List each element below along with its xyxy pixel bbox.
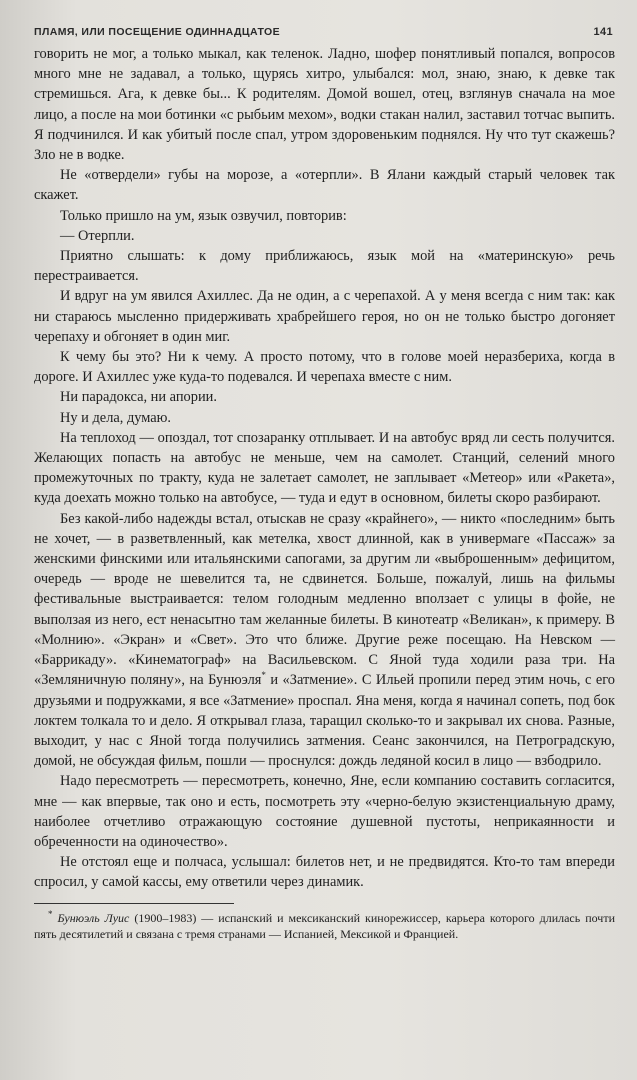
paragraph: Не «отвердели» губы на морозе, а «отерпли». В Ялани каждый старый человек так скажет. xyxy=(34,167,615,204)
running-head xyxy=(34,26,615,38)
paragraph: — Отерпли. xyxy=(60,227,135,244)
paragraph: Ни парадокса, ни апории. xyxy=(60,389,217,406)
paragraph: Не отстоял еще и полчаса, услышал: билетов нет, и не предвидятся. Кто-то там впереди спросил, у самой кассы, ему ответили через динамик. xyxy=(34,854,615,891)
paragraph: Надо пересмотреть — пересмотреть, конечно, Яне, если компанию составить согласится, мне — как впервые, так оно и есть, посмотреть эту «черно-белую экзистенциальную драму, наиболее отчетливо отражающую состояние душевной пустоты, неприкаянности и обреченности на одиночество». xyxy=(34,773,615,850)
chapter-title: ПЛАМЯ, ИЛИ ПОСЕЩЕНИЕ ОДИННАДЦАТОЕ xyxy=(34,26,280,38)
paragraph: Только пришло на ум, язык озвучил, повторив: xyxy=(60,207,347,224)
paragraph-with-footnote xyxy=(34,509,615,772)
footnote xyxy=(34,910,615,942)
paragraph: На теплоход — опоздал, тот спозаранку отплывает. И на автобус вряд ли сесть получится. Желающих попасть на автобус не меньше, чем на самолет. Станций, селений много промежуточных по тракту, куда не залетает самолет, не заплывает «Метеор» или «Ракета», куда доехать можно только на автобусе, — туда и едут в основном, билеты скоро разбирают. xyxy=(34,429,615,507)
paragraph-part: и «Затмение». С Ильей пропили перед этим ночь, с его друзьями и подружками, я все «Затмение» проспал. Яна меня, когда я начинал сопеть, под бок локтем толкала то и дело. Я открывал глаза, таращил сколько-то и закрывал их снова. Разные, выходит, у нас с Яной тогда получились затмения. Сеанс закончился, на Петроградскую, домой, не обсуждая фильм, пошли — проснулся: дождь ледяной косил в лицо — взбодрило. xyxy=(34,672,615,770)
footnote-text: (1900–1983) — испанский и мексиканский кинорежиссер, карьера которого длилась почти пять десятилетий и связана с тремя странами — Испанией, Мексикой и Францией. xyxy=(34,910,615,941)
footnote-divider xyxy=(34,903,234,904)
paragraph: Приятно слышать: к дому приближаюсь, язык мой на «материнскую» речь перестраивается. xyxy=(34,248,615,285)
paragraph: И вдруг на ум явился Ахиллес. Да не один, а с черепахой. А у меня всегда с ним так: как ни стараюсь мысленно придерживать храбрейшего героя, но он не только быстро догоняет черепаху и обгоняет в один миг. xyxy=(34,288,615,345)
page-number: 141 xyxy=(593,26,613,38)
footnote-name: Бунюэль Луис xyxy=(57,910,130,925)
main-text xyxy=(34,44,615,893)
footnote-mark: * xyxy=(48,908,53,919)
paragraph: Ну и дела, думаю. xyxy=(60,409,172,426)
paragraph: К чему бы это? Ни к чему. А просто потому, что в голове моей неразбериха, когда в дороге. И Ахиллес уже куда-то подевался. И черепаха вместе с ним. xyxy=(34,349,615,386)
footnote-ref: * xyxy=(261,670,266,681)
paragraph-part: Без какой-либо надежды встал, отыскав не сразу «крайнего», — никто «последним» быть не хочет, — в разветвленный, как метелка, хвост длинной, как в универмаге «Пассаж» за женскими финскими или итальянскими сапогами, за другим ли «выброшенным» дефицитом, очередь — вроде не шевелится та, не сдвинется. Больше, пожалуй, лишь на фильмы фестивальные выстраивается: телом голодным медленно вползает с улицы в фойе, не выползая из него, ест ненасытно там желанные билеты. В кинотеатр «Великан», к примеру. В «Молнию». «Экран» и «Свет». Это что ближе. Другие реже посещаю. На Невском — «Баррикаду». «Кинематограф» на Васильевском. С Яной туда ходили раза три. На «Земляничную поляну», на Бунюэля xyxy=(34,510,615,689)
paragraph: говорить не мог, а только мыкал, как теленок. Ладно, шофер понятливый попался, вопросов много мне не задавал, а только, щурясь хитро, улыбался: мол, знаю, знаю, к девке так стремишься. Ага, к девке бы... К родителям. Домой вошел, отец, взглянув сначала на мое лицо, а после на мои ботинки «с рыбьим мехом», водки стакан налил, заставил тотчас выпить. Я подчинился. И как убитый после спал, утром здоровеньким поднялся. Ну что тут скажешь? Зло не в водке. xyxy=(34,46,615,164)
